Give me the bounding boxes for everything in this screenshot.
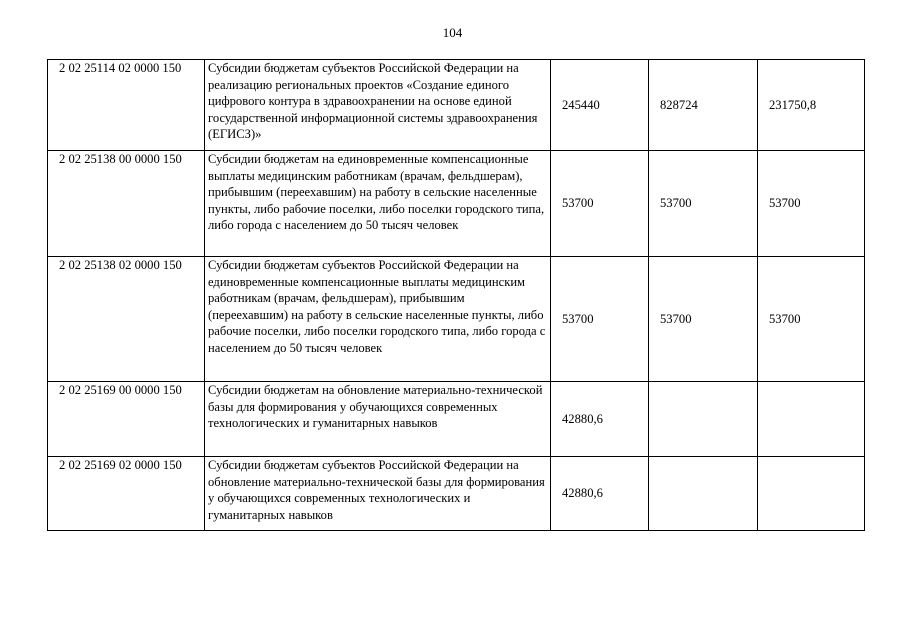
description-cell: Субсидии бюджетам субъектов Российской Федерации на обновление материально-технической базы для формирования у обучающихся современных технологических и гуманитарных навыков: [205, 457, 551, 531]
amount-cell: [649, 382, 758, 457]
page-number: 104: [442, 25, 463, 40]
amount-cell: 53700: [551, 257, 649, 382]
amount-cell: 42880,6: [551, 457, 649, 531]
description-cell: Субсидии бюджетам субъектов Российской Федерации на единовременные компенсационные выплаты медицинским работникам (врачам, фельдшерам), прибывшим (переехавшим) на работу в сельские населенные пункты, либо рабочие поселки, либо поселки городского типа, либо города с населением до 50 тысяч человек: [205, 257, 551, 382]
amount-cell: 245440: [551, 60, 649, 151]
budget-code-cell: 2 02 25138 02 0000 150: [48, 257, 205, 382]
description-cell: Субсидии бюджетам на единовременные компенсационные выплаты медицинским работникам (врачам, фельдшерам), прибывшим (переехавшим) на работу в сельские населенные пункты, либо рабочие поселки, либо поселки городского типа, либо города с населением до 50 тысяч человек: [205, 151, 551, 257]
budget-code-cell: 2 02 25169 02 0000 150: [48, 457, 205, 531]
amount-cell: [758, 382, 865, 457]
amount-cell: 53700: [758, 257, 865, 382]
description-cell: Субсидии бюджетам на обновление материально-технической базы для формирования у обучающихся современных технологических и гуманитарных навыков: [205, 382, 551, 457]
budget-code-cell: 2 02 25114 02 0000 150: [48, 60, 205, 151]
amount-cell: 53700: [551, 151, 649, 257]
amount-cell: [649, 457, 758, 531]
amount-cell: [758, 457, 865, 531]
amount-cell: 828724: [649, 60, 758, 151]
budget-code-cell: 2 02 25138 00 0000 150: [48, 151, 205, 257]
amount-cell: 53700: [649, 257, 758, 382]
table-row: [48, 257, 865, 382]
amount-cell: 53700: [758, 151, 865, 257]
budget-code-cell: 2 02 25169 00 0000 150: [48, 382, 205, 457]
description-cell: Субсидии бюджетам субъектов Российской Федерации на реализацию региональных проектов «Создание единого цифрового контура в здравоохранении на основе единой государственной информационной системы здравоохранения (ЕГИСЗ)»: [205, 60, 551, 151]
amount-cell: 53700: [649, 151, 758, 257]
amount-cell: 231750,8: [758, 60, 865, 151]
table-row: [48, 457, 865, 531]
table-row: [48, 151, 865, 257]
amount-cell: 42880,6: [551, 382, 649, 457]
table-row: [48, 60, 865, 151]
table-row: [48, 382, 865, 457]
budget-revenue-table: [47, 59, 865, 531]
